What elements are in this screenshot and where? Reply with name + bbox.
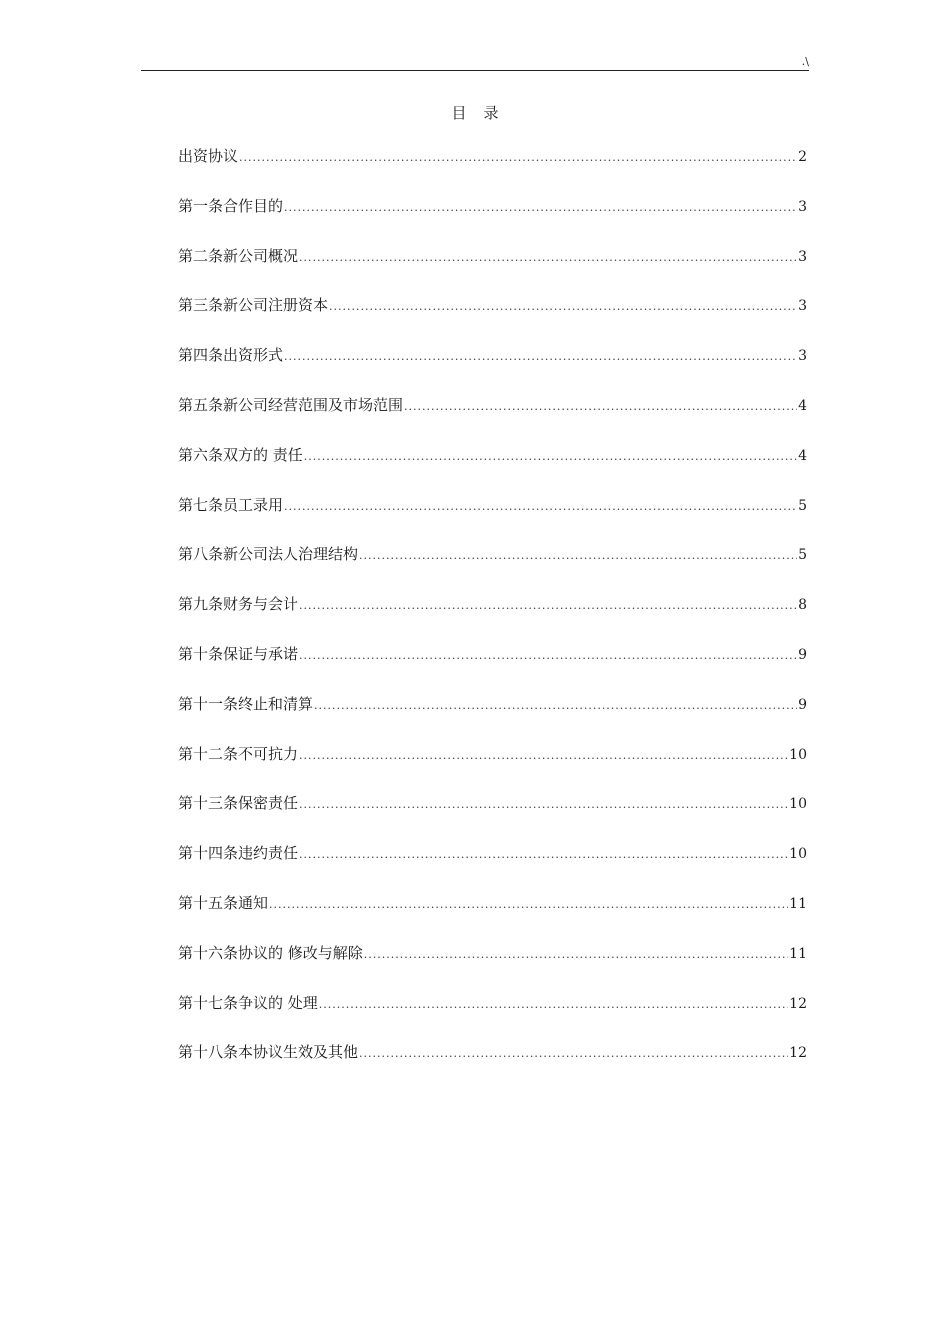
toc-entry[interactable] <box>178 493 807 543</box>
toc-entry[interactable] <box>178 941 807 991</box>
toc-leader <box>284 196 797 220</box>
toc-page-number: 4 <box>798 447 807 464</box>
toc-page-number: 3 <box>798 248 807 265</box>
toc-article-number: 第八条 <box>178 545 224 564</box>
toc-entry-label: 争议的 处理 <box>238 993 318 1012</box>
toc-leader <box>359 544 797 568</box>
toc-title: 目录 <box>451 104 516 122</box>
toc-entry[interactable] <box>178 692 807 742</box>
toc-entry[interactable] <box>178 144 807 194</box>
toc-entry-label: 财务与会计 <box>223 595 299 614</box>
toc-entry-label: 双方的 责任 <box>223 445 303 464</box>
toc-entry-label: 新公司注册资本 <box>223 296 329 315</box>
toc-page-number: 12 <box>789 1045 807 1062</box>
toc-entry-label: 出资形式 <box>223 346 284 365</box>
toc-entry[interactable] <box>178 642 807 692</box>
toc-entry-label: 不可抗力 <box>238 744 299 763</box>
toc-article-number: 第十三条 <box>178 794 239 813</box>
toc-article-number: 第一条 <box>178 196 224 215</box>
toc-leader <box>284 495 797 519</box>
toc-page-number: 10 <box>789 796 807 813</box>
toc-leader <box>299 246 797 270</box>
toc-entry[interactable] <box>178 991 807 1041</box>
toc-entry[interactable] <box>178 742 807 792</box>
toc-entry-label: 保密责任 <box>238 794 299 813</box>
toc-entry-label: 协议的 修改与解除 <box>238 943 363 962</box>
toc-entry-label: 新公司概况 <box>223 246 299 265</box>
toc-page-number: 10 <box>789 846 807 863</box>
table-of-contents <box>178 144 807 1090</box>
toc-entry[interactable] <box>178 443 807 493</box>
toc-page-number: 4 <box>798 397 807 414</box>
toc-page-number: 12 <box>789 995 807 1012</box>
toc-entry[interactable] <box>178 592 807 642</box>
toc-page-number: 8 <box>798 597 807 614</box>
header-mark: .\ <box>801 55 809 68</box>
toc-entry[interactable] <box>178 841 807 891</box>
toc-leader <box>404 395 797 419</box>
toc-entry-label: 员工录用 <box>223 495 284 514</box>
toc-entry[interactable] <box>178 343 807 393</box>
toc-entry[interactable] <box>178 891 807 941</box>
toc-entry[interactable] <box>178 244 807 294</box>
toc-entry[interactable] <box>178 194 807 244</box>
toc-article-number: 第二条 <box>178 246 224 265</box>
toc-article-number: 第十条 <box>178 644 224 663</box>
toc-leader <box>319 993 788 1017</box>
header-rule <box>141 70 809 71</box>
toc-leader <box>299 744 788 768</box>
toc-page-number: 5 <box>798 547 807 564</box>
toc-leader <box>299 644 797 668</box>
toc-entry-label: 新公司法人治理结构 <box>223 545 359 564</box>
toc-article-number: 第十六条 <box>178 943 239 962</box>
toc-page-number: 11 <box>789 945 807 962</box>
toc-article-number: 第九条 <box>178 595 224 614</box>
toc-leader <box>364 943 788 967</box>
toc-entry-label: 本协议生效及其他 <box>238 1043 359 1062</box>
toc-article-number: 第六条 <box>178 445 224 464</box>
toc-leader <box>299 843 788 867</box>
toc-leader <box>239 146 797 170</box>
toc-leader <box>329 295 797 319</box>
toc-leader <box>299 594 797 618</box>
toc-leader <box>304 445 797 469</box>
toc-entry[interactable] <box>178 293 807 343</box>
toc-leader <box>314 694 797 718</box>
toc-article-number: 第七条 <box>178 495 224 514</box>
toc-article-number: 第十二条 <box>178 744 239 763</box>
toc-entry[interactable] <box>178 542 807 592</box>
toc-entry-label: 违约责任 <box>238 844 299 863</box>
toc-article-number: 第十一条 <box>178 694 239 713</box>
toc-article-number: 第十八条 <box>178 1043 239 1062</box>
toc-entry-label: 通知 <box>238 893 269 912</box>
toc-entry[interactable] <box>178 1040 807 1090</box>
toc-entry-label: 保证与承诺 <box>223 644 299 663</box>
toc-article-number: 第十五条 <box>178 893 239 912</box>
toc-page-number: 3 <box>798 198 807 215</box>
toc-article-number: 第四条 <box>178 346 224 365</box>
toc-article-number: 第十七条 <box>178 993 239 1012</box>
toc-leader <box>284 345 797 369</box>
toc-article-number: 第三条 <box>178 296 224 315</box>
toc-page-number: 11 <box>789 895 807 912</box>
toc-page-number: 3 <box>798 298 807 315</box>
toc-page-number: 2 <box>798 149 807 165</box>
toc-page-number: 3 <box>798 348 807 365</box>
toc-entry-label: 出资协议 <box>178 147 239 165</box>
toc-leader <box>359 1042 788 1066</box>
toc-leader <box>299 793 788 817</box>
toc-page-number: 5 <box>798 497 807 514</box>
toc-page-number: 9 <box>798 646 807 663</box>
toc-entry-label: 终止和清算 <box>238 694 314 713</box>
toc-page-number: 9 <box>798 696 807 713</box>
toc-page-number: 10 <box>789 746 807 763</box>
toc-leader <box>269 893 788 917</box>
toc-article-number: 第五条 <box>178 395 224 414</box>
toc-entry-label: 合作目的 <box>223 196 284 215</box>
toc-entry[interactable] <box>178 791 807 841</box>
toc-entry[interactable] <box>178 393 807 443</box>
toc-article-number: 第十四条 <box>178 844 239 863</box>
toc-entry-label: 新公司经营范围及市场范围 <box>223 395 404 414</box>
